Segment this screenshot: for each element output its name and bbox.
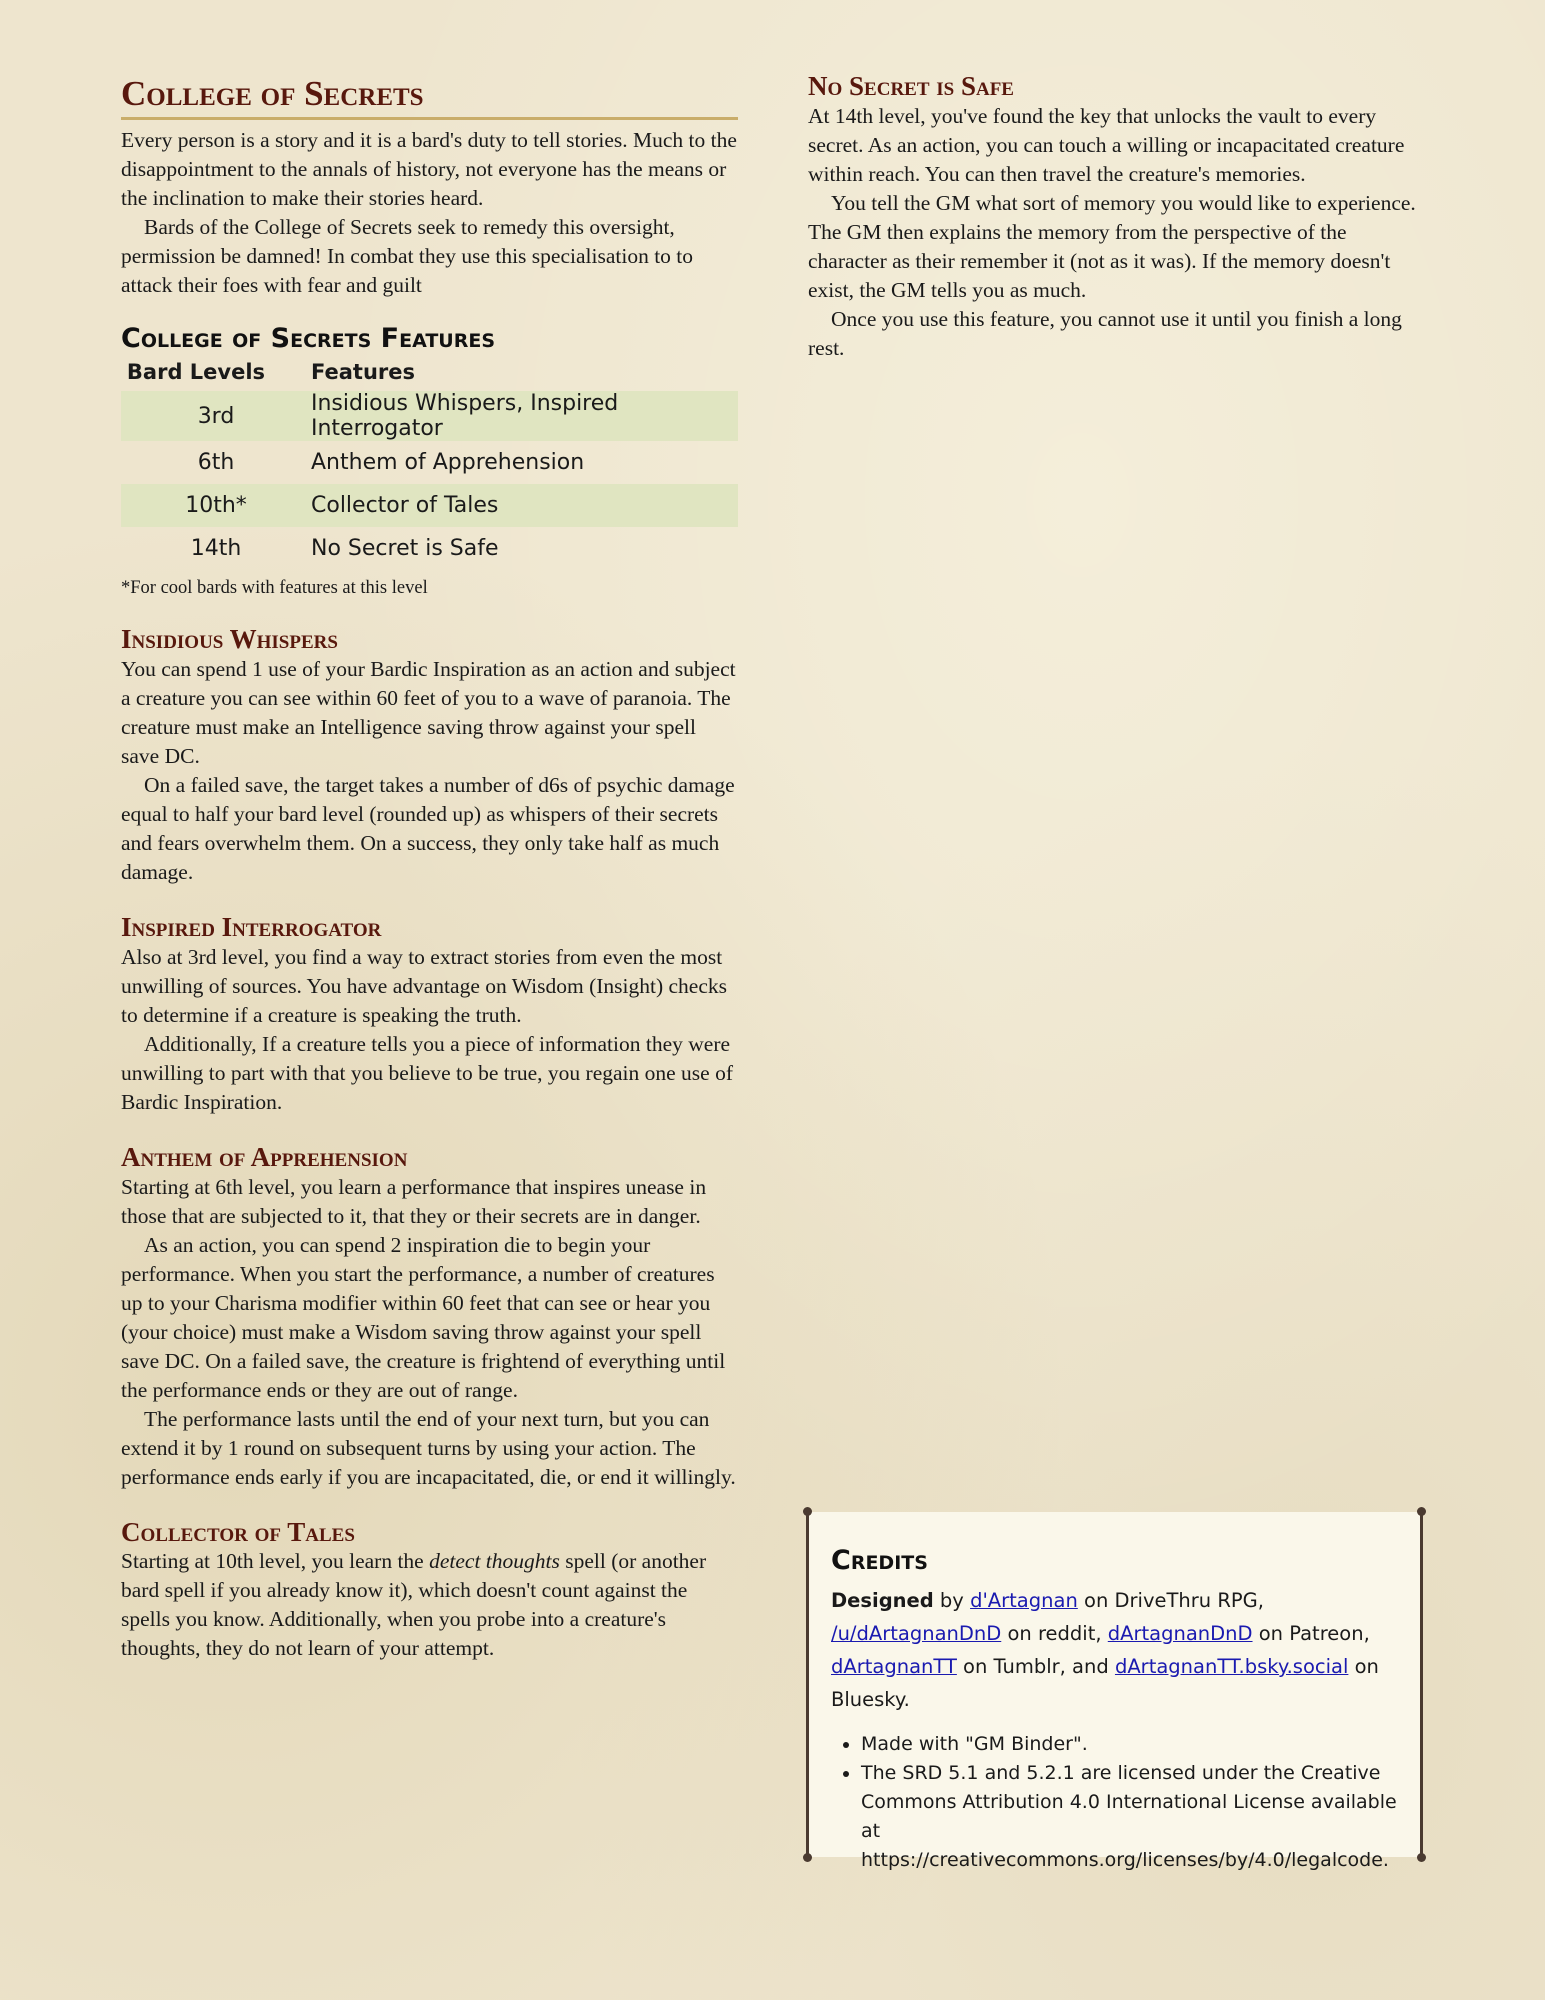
interrogator-paragraph-1: Also at 3rd level, you find a way to extract stories from even the most unwilling of sources. You have advantage on Wisdom (Insight) checks to determine if a creature is speaking the truth. bbox=[121, 944, 728, 1027]
credits-box bbox=[806, 1512, 1423, 1871]
designed-by bbox=[831, 1584, 1398, 1716]
right-column bbox=[808, 72, 1425, 363]
table-footnote: *For cool bards with features at this level bbox=[121, 578, 428, 599]
link-dartagnan[interactable]: d'Artagnan bbox=[970, 1589, 1078, 1612]
anthem-heading: Anthem of Apprehension bbox=[121, 1141, 408, 1172]
collector-text-before: Starting at 10th level, you learn the bbox=[121, 1549, 430, 1574]
features-heading: College of Secrets Features bbox=[121, 322, 496, 354]
no-secret-paragraph-3: Once you use this feature, you cannot use it until you finish a long rest. bbox=[808, 306, 1402, 360]
row-level: 10th* bbox=[121, 484, 311, 527]
credits-list bbox=[831, 1730, 1398, 1875]
row-level: 6th bbox=[197, 450, 235, 476]
corner-dot bbox=[1417, 1853, 1426, 1862]
intro-paragraph-2: Bards of the College of Secrets seek to remedy this oversight, permission be damned! In combat they use this specialisation to to attack their foes with fear and guilt bbox=[121, 214, 694, 297]
anthem-paragraph-1: Starting at 6th level, you learn a performance that inspires unease in those that are subjected to it, that they or their secrets are in danger. bbox=[121, 1174, 707, 1228]
text-drivethru: on DriveThru RPG, bbox=[1077, 1589, 1264, 1612]
corner-dot bbox=[803, 1853, 812, 1862]
intro-paragraph-1: Every person is a story and it is a bard's duty to tell stories. Much to the disappointment to the annals of history, not everyone has the means or the inclination to make their stories heard. bbox=[121, 127, 737, 210]
header-bard-levels: Bard Levels bbox=[126, 360, 266, 385]
text-by: by bbox=[933, 1589, 971, 1612]
page-title: College of Secrets bbox=[121, 76, 738, 120]
collector-paragraph-1 bbox=[121, 1547, 738, 1663]
anthem-paragraph-3: The performance lasts until the end of your next turn, but you can extend it by 1 round on subsequent turns by using your action. The performance ends early if you are incapacitated, die, or end it willingly. bbox=[121, 1406, 736, 1489]
collector-text-after: spell (or another bard spell if you already know it), which doesn't count against the spells you know. Additionally, when you probe into a creature's thoughts, they do not learn of your attempt. bbox=[121, 1549, 707, 1661]
link-bluesky[interactable]: dArtagnanTT.bsky.social bbox=[1114, 1655, 1349, 1678]
row-level: 14th bbox=[190, 536, 242, 562]
text-bluesky: on Bluesky. bbox=[831, 1655, 1379, 1711]
insidious-paragraph-2: On a failed save, the target takes a number of d6s of psychic damage equal to half your bard level (rounded up) as whispers of their secrets and fears overwhelm them. On a success, they only take half as much damage. bbox=[121, 773, 735, 885]
spell-name: detect thoughts bbox=[429, 1549, 560, 1574]
text-patreon: on Patreon, bbox=[1252, 1622, 1370, 1645]
no-secret-paragraph-2: You tell the GM what sort of memory you would like to experience. The GM then explains the memory from the perspective of the character as their remember it (not as it was). If the memory doesn't exist, the GM tells you as much. bbox=[808, 190, 1416, 302]
corner-dot bbox=[1417, 1507, 1426, 1516]
table-row bbox=[121, 391, 738, 441]
no-secret-paragraph-1: At 14th level, you've found the key that unlocks the vault to every secret. As an action, you can touch a willing or incapacitated creature within reach. You can then travel the creature's memories. bbox=[808, 103, 1405, 186]
anthem-paragraph-2: As an action, you can spend 2 inspiration die to begin your performance. When you start the performance, a number of creatures up to your Charisma modifier within 60 feet that can see or hear you (your choice) must make a Wisdom saving throw against your spell save DC. On a failed save, the creature is frightend of everything until the performance ends or they are out of range. bbox=[121, 1232, 726, 1402]
inspired-interrogator-heading: Inspired Interrogator bbox=[121, 912, 382, 943]
list-item: • Made with "GM Binder". bbox=[861, 1730, 1398, 1759]
link-tumblr[interactable]: dArtagnanTT bbox=[831, 1655, 957, 1678]
link-patreon[interactable]: dArtagnanDnD bbox=[1107, 1622, 1253, 1645]
credits-heading: Credits bbox=[831, 1545, 928, 1576]
table-row bbox=[121, 441, 738, 484]
no-secret-heading: No Secret is Safe bbox=[808, 71, 1014, 101]
insidious-paragraph-1: You can spend 1 use of your Bardic Inspiration as an action and subject a creature you can see within 60 feet of you to a wave of paranoia. The creature must make an Intelligence saving throw against your spell save DC. bbox=[121, 657, 736, 769]
link-reddit[interactable]: /u/dArtagnanDnD bbox=[831, 1622, 1002, 1645]
row-level: 3rd bbox=[121, 391, 311, 441]
left-column bbox=[121, 76, 738, 1663]
list-item: • The SRD 5.1 and 5.2.1 are licensed under the Creative Commons Attribution 4.0 International License available at https://creativecommons.org/licenses/by/4.0/legalcode. bbox=[861, 1759, 1398, 1875]
table-header-row bbox=[121, 359, 738, 391]
features-table bbox=[121, 359, 738, 570]
table-row bbox=[121, 527, 738, 570]
text-tumblr: on Tumblr, and bbox=[956, 1655, 1115, 1678]
corner-dot bbox=[803, 1507, 812, 1516]
row-features: No Secret is Safe bbox=[311, 536, 499, 562]
insidious-whispers-heading: Insidious Whispers bbox=[121, 624, 338, 655]
designed-label: Designed bbox=[831, 1589, 934, 1612]
text-reddit: on reddit, bbox=[1001, 1622, 1108, 1645]
collector-heading: Collector of Tales bbox=[121, 1516, 355, 1547]
row-features: Insidious Whispers, Inspired Interrogator bbox=[311, 391, 738, 441]
table-row bbox=[121, 484, 738, 527]
row-features: Anthem of Apprehension bbox=[311, 450, 585, 476]
interrogator-paragraph-2: Additionally, If a creature tells you a piece of information they were unwilling to part with that you believe to be true, you regain one use of Bardic Inspiration. bbox=[121, 1031, 734, 1114]
header-features: Features bbox=[311, 360, 415, 385]
row-features: Collector of Tales bbox=[311, 484, 738, 527]
